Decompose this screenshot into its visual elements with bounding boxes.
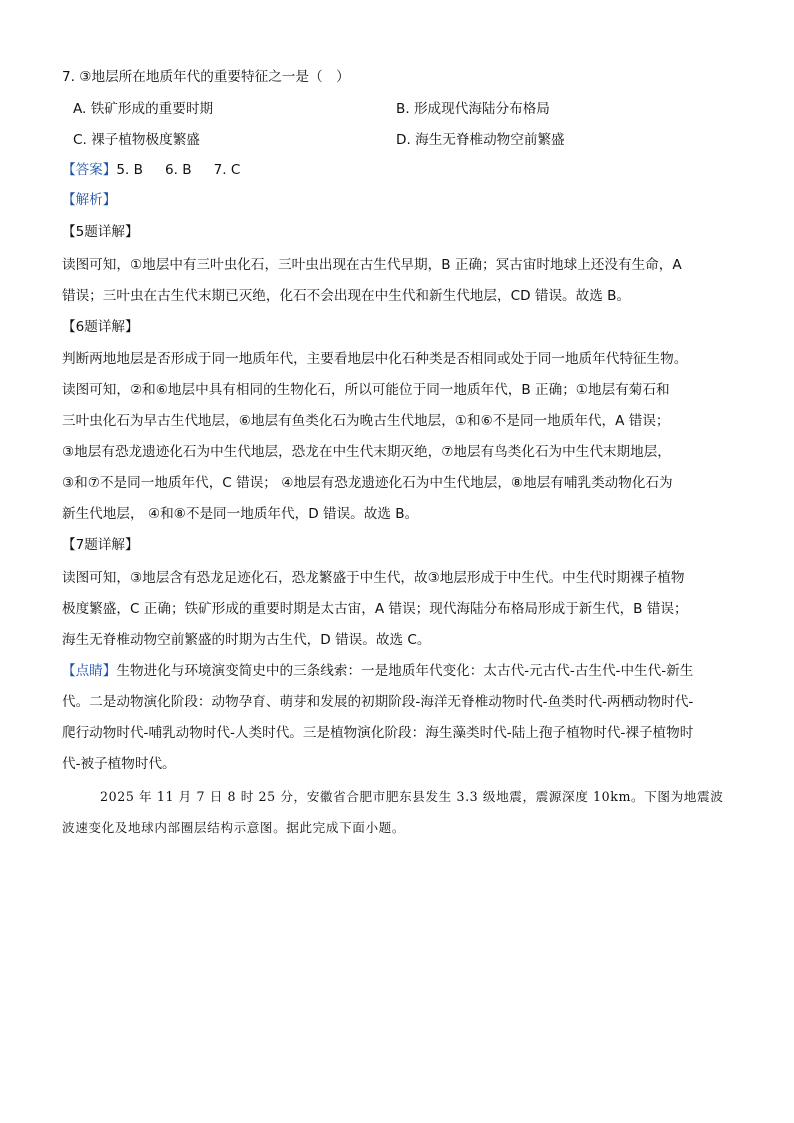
q7-line: 极度繁盛，C 正确；铁矿形成的重要时期是太古宙，A 错误；现代海陆分布格局形成于新生代，B 错误； bbox=[62, 601, 688, 617]
tip-line bbox=[62, 662, 693, 680]
q7-line: 海生无脊椎动物空前繁盛的时期为古生代，D 错误。故选 C。 bbox=[62, 632, 431, 648]
q6-line: 新生代地层， ④和⑧不是同一地质年代，D 错误。故选 B。 bbox=[62, 506, 419, 522]
option-c: C. 裸子植物极度繁盛 bbox=[73, 132, 200, 148]
q6-line: ③和⑦不是同一地质年代，C 错误； ④地层有恐龙遗迹化石为中生代地层，⑧地层有哺乳类动物化石为 bbox=[62, 475, 673, 491]
q5-line: 读图可知，①地层中有三叶虫化石，三叶虫出现在古生代早期，B 正确；冥古宙时地球上还没有生命，A bbox=[62, 257, 682, 273]
option-d: D. 海生无脊椎动物空前繁盛 bbox=[396, 132, 565, 148]
q6-title: 【6题详解】 bbox=[62, 319, 139, 335]
q6-line: 读图可知，②和⑥地层中具有相同的生物化石，所以可能位于同一地质年代，B 正确；①地层有菊石和 bbox=[62, 382, 670, 398]
q5-line: 错误；三叶虫在古生代末期已灭绝，化石不会出现在中生代和新生代地层，CD 错误。故选 B。 bbox=[62, 288, 631, 304]
option-a: A. 铁矿形成的重要时期 bbox=[73, 101, 214, 117]
q6-line: 三叶虫化石为早古生代地层，⑥地层有鱼类化石为晚古生代地层，①和⑥不是同一地质年代，A 错误； bbox=[62, 413, 670, 429]
tip-line: 代-被子植物时代。 bbox=[62, 756, 176, 772]
tip-line: 代。二是动物演化阶段：动物孕育、萌芽和发展的初期阶段-海洋无脊椎动物时代-鱼类时代-两栖动物时代- bbox=[62, 694, 694, 710]
answer-item: 7. C bbox=[213, 162, 241, 178]
q6-line: ③地层有恐龙遗迹化石为中生代地层，恐龙在中生代末期灭绝，⑦地层有鸟类化石为中生代末期地层， bbox=[62, 444, 671, 460]
tip-line: 爬行动物时代-哺乳动物时代-人类时代。三是植物演化阶段：海生藻类时代-陆上孢子植物时代-裸子植物时 bbox=[62, 725, 694, 741]
answer-item: 6. B bbox=[165, 162, 192, 178]
answer-row bbox=[62, 161, 240, 179]
answer-label: 【答案】 bbox=[62, 162, 117, 178]
q7-line: 读图可知，③地层含有恐龙足迹化石，恐龙繁盛于中生代，故③地层形成于中生代。中生代时期裸子植物 bbox=[62, 570, 685, 586]
option-b: B. 形成现代海陆分布格局 bbox=[396, 101, 550, 117]
tip-label: 【点睛】 bbox=[62, 663, 117, 679]
question-7-stem: 7. ③地层所在地质年代的重要特征之一是（ ） bbox=[62, 69, 350, 85]
intro-line: 波速变化及地球内部圈层结构示意图。据此完成下面小题。 bbox=[62, 820, 406, 835]
tip-text: 生物进化与环境演变简史中的三条线索：一是地质年代变化：太古代-元古代-古生代-中生代-新生 bbox=[116, 663, 694, 679]
q5-title: 【5题详解】 bbox=[62, 224, 139, 240]
answer-item: 5. B bbox=[116, 162, 143, 178]
analysis-label: 【解析】 bbox=[62, 192, 117, 208]
q6-line: 判断两地地层是否形成于同一地质年代，主要看地层中化石种类是否相同或处于同一地质年代特征生物。 bbox=[62, 351, 688, 367]
intro-line: 2025 年 11 月 7 日 8 时 25 分，安徽省合肥市肥东县发生 3.3 级地震，震源深度 10km。下图为地震波 bbox=[100, 789, 724, 804]
q7-title: 【7题详解】 bbox=[62, 537, 139, 553]
